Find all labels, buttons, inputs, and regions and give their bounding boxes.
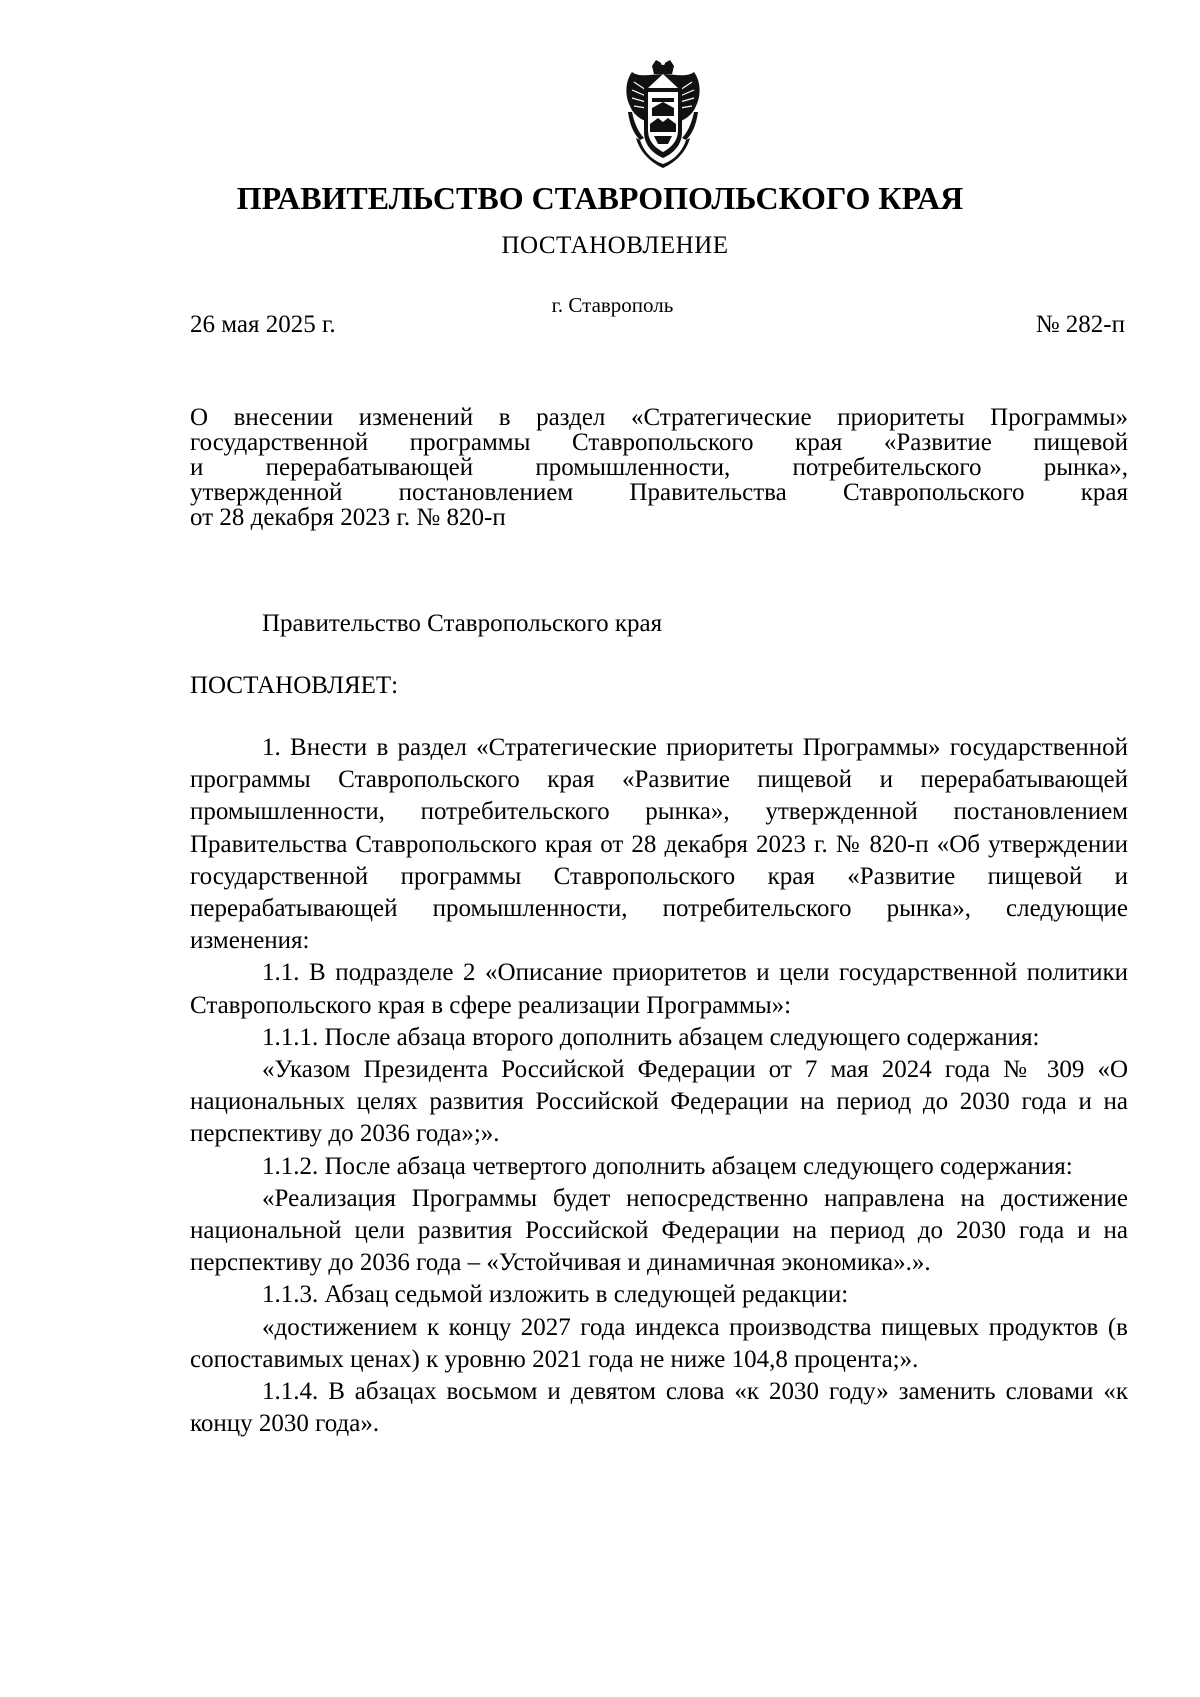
subject-line: от 28 декабря 2023 г. № 820-п: [190, 504, 506, 531]
body-paragraph: 1.1.4. В абзацах восьмом и девятом слова «к 2030 году» заменить словами «к концу 2030 года».: [190, 1378, 1128, 1438]
decree-word: ПОСТАНОВЛЯЕТ:: [190, 672, 399, 699]
government-name: Правительство Ставропольского края: [262, 610, 663, 637]
body-paragraph: «Указом Президента Российской Федерации от 7 мая 2024 года № 309 «О национальных целях развития Российской Федерации на период до 2030 года и на перспективу до 2036 года»;».: [190, 1056, 1128, 1148]
document-number: № 282-п: [1035, 311, 1125, 338]
body-paragraph: 1. Внести в раздел «Стратегические приоритеты Программы» государственной программы Ставропольского края «Развитие пищевой и перерабатывающей промышленности, потребительского рынка», утвержденной постановлением Правительства Ставропольского края от 28 декабря 2023 г. № 820-п «Об утверждении государственной программы Ставропольского края «Развитие пищевой и перерабатывающей промышленности, потребительского рынка», следующие изменения:: [190, 734, 1128, 955]
government-title: ПРАВИТЕЛЬСТВО СТАВРОПОЛЬСКОГО КРАЯ: [236, 180, 964, 216]
document-date: 26 мая 2025 г.: [190, 311, 336, 338]
subject-line: О внесении изменений в раздел «Стратегические приоритеты Программы»: [190, 404, 1128, 431]
city-label: г. Ставрополь: [551, 293, 674, 317]
coat-of-arms-icon: [622, 60, 704, 170]
body-paragraph: 1.1. В подразделе 2 «Описание приоритетов и цели государственной политики Ставропольского края в сфере реализации Программы»:: [190, 959, 1128, 1019]
document-body: [190, 732, 1128, 1440]
body-paragraph: «достижением к концу 2027 года индекса производства пищевых продуктов (в сопоставимых ценах) к уровню 2021 года не ниже 104,8 процента;».: [190, 1313, 1128, 1373]
subject-line: государственной программы Ставропольского края «Развитие пищевой: [190, 429, 1128, 456]
body-paragraph: 1.1.1. После абзаца второго дополнить абзацем следующего содержания:: [262, 1023, 1040, 1051]
document-type: ПОСТАНОВЛЕНИЕ: [501, 232, 729, 259]
subject-line: и перерабатывающей промышленности, потребительского рынка»,: [190, 454, 1128, 481]
subject-line: утвержденной постановлением Правительства Ставропольского края: [190, 479, 1128, 506]
body-paragraph: «Реализация Программы будет непосредственно направлена на достижение национальной цели развития Российской Федерации на период до 2030 года и на перспективу до 2036 года – «Устойчивая и динамичная экономика».».: [190, 1184, 1128, 1277]
body-paragraph: 1.1.2. После абзаца четвертого дополнить абзацем следующего содержания:: [262, 1152, 1073, 1180]
body-paragraph: 1.1.3. Абзац седьмой изложить в следующей редакции:: [262, 1281, 849, 1309]
document-subject: [190, 405, 1128, 530]
